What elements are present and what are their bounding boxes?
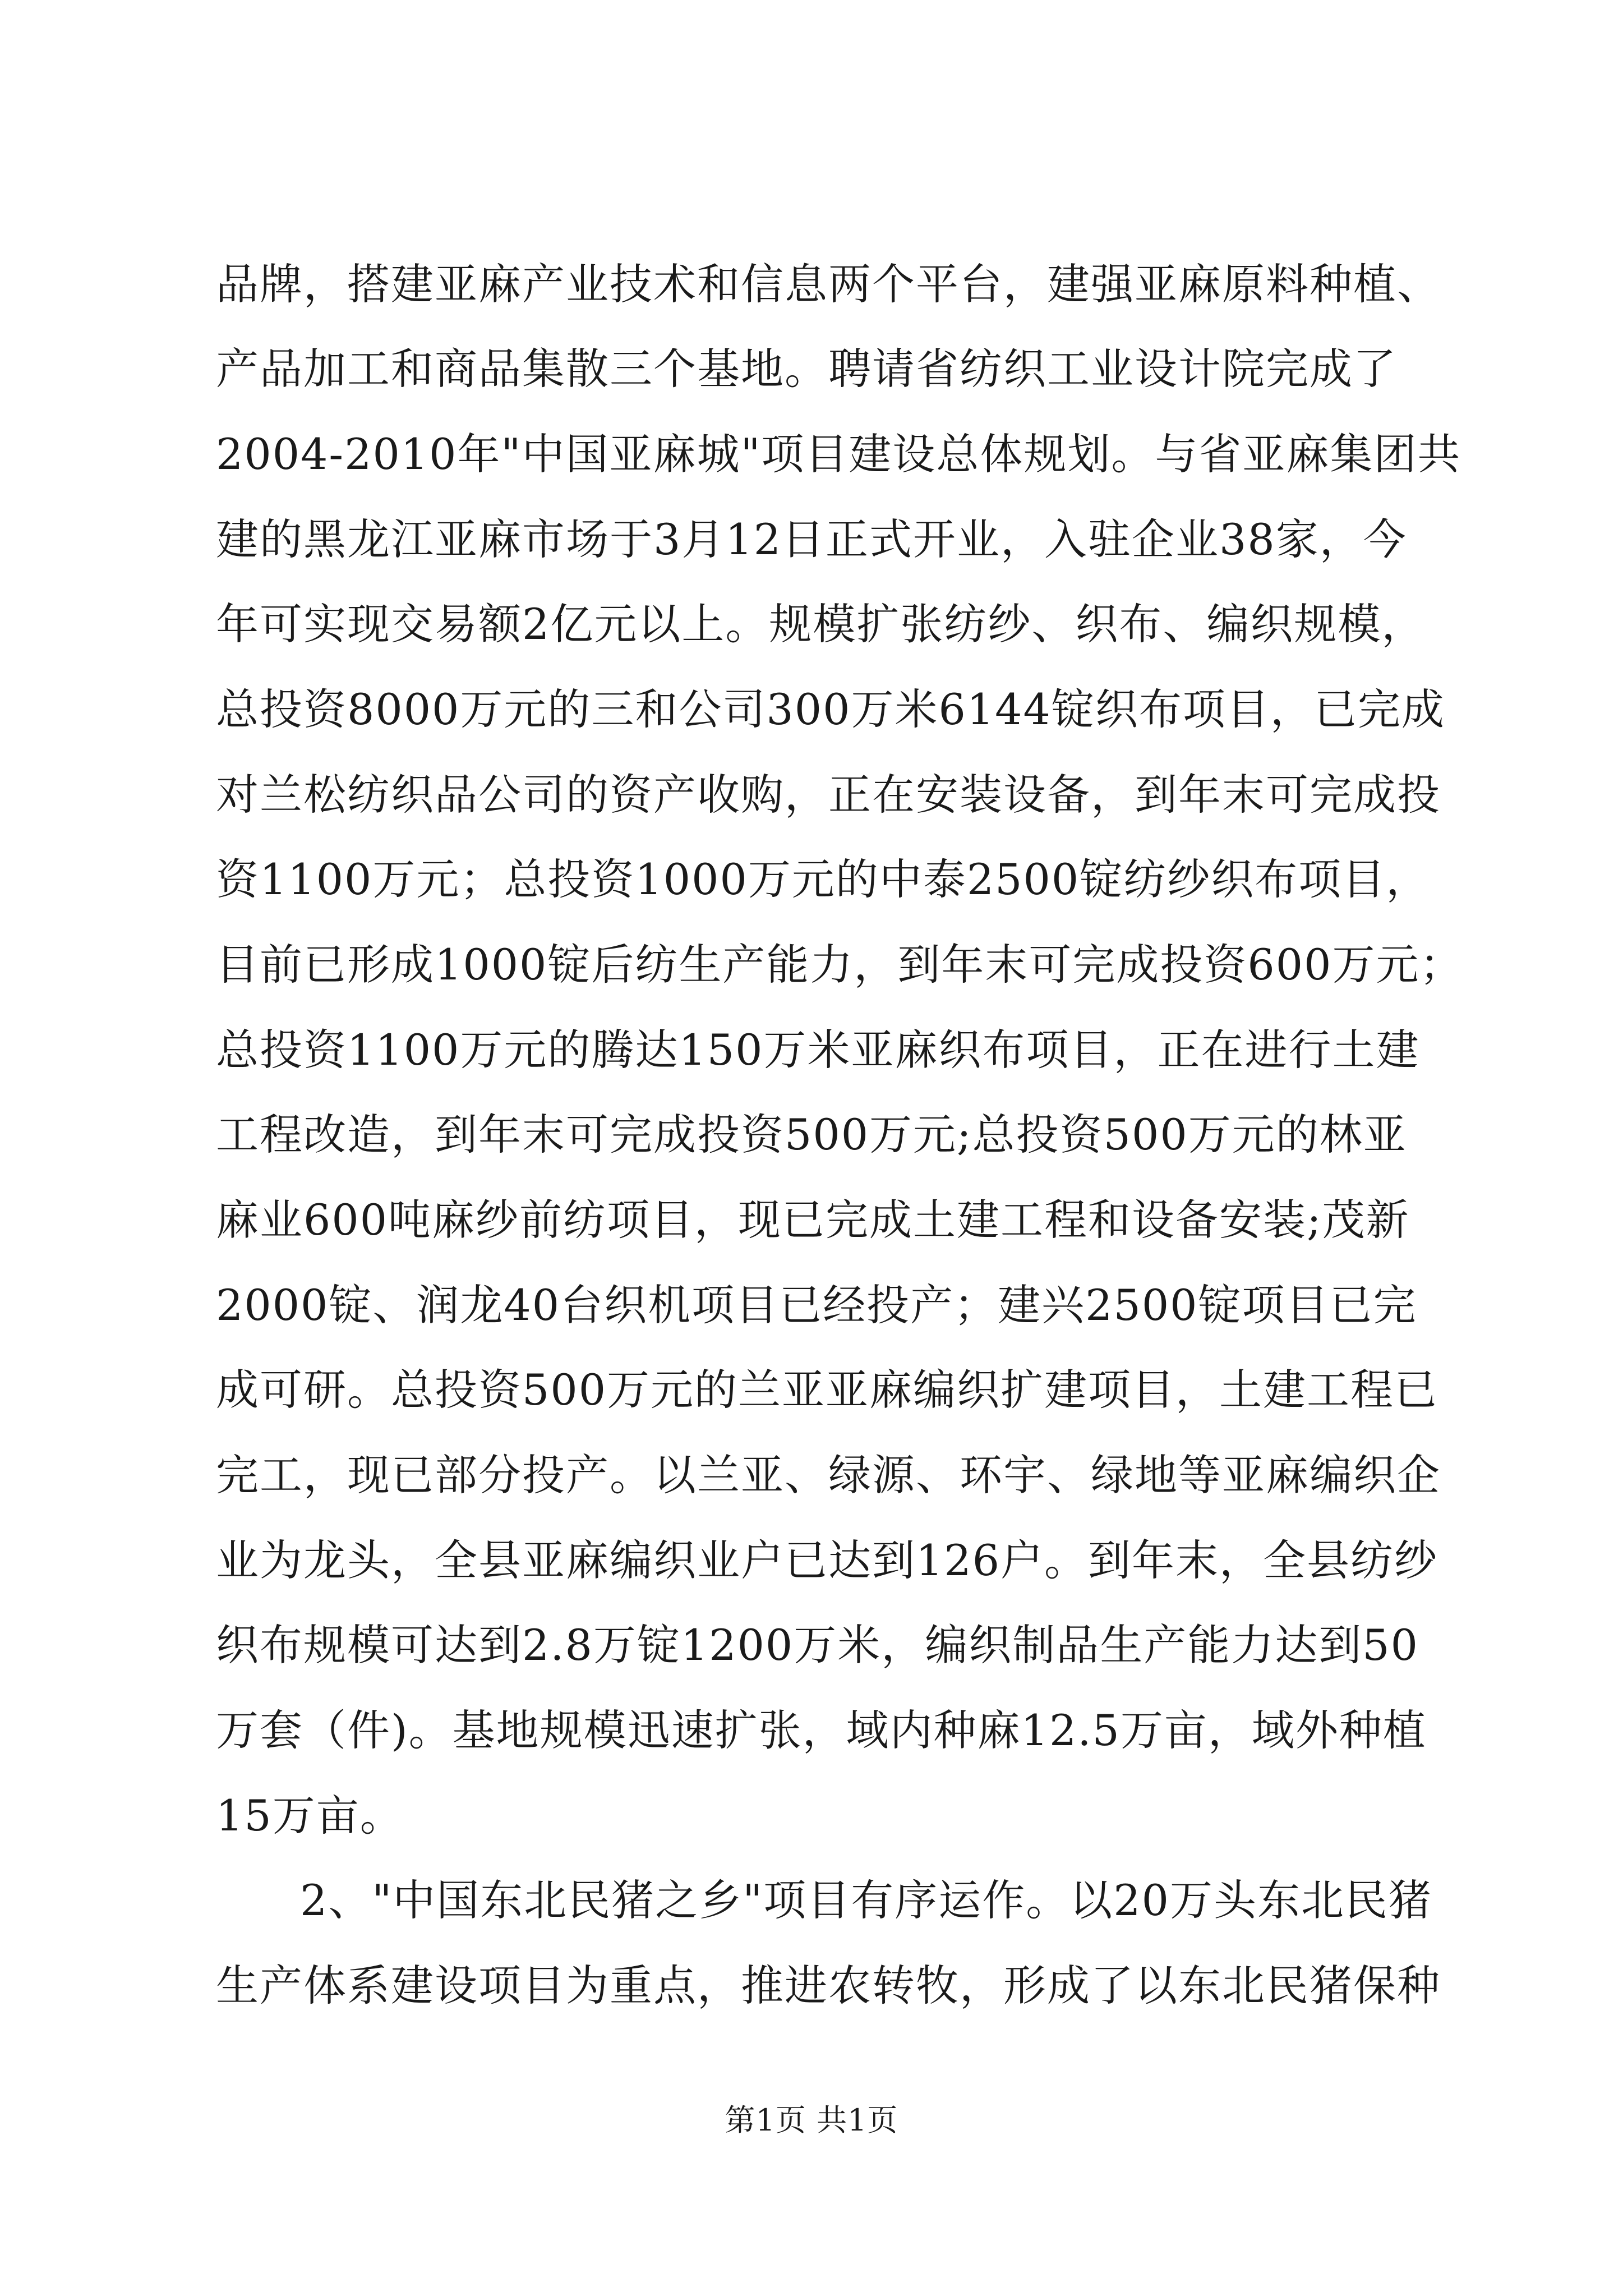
page-footer: [0, 2098, 1623, 2143]
text-line: 2004-2010年"中国亚麻城"项目建设总体规划。与省亚麻集团共: [216, 429, 1461, 479]
text-line: 完工，现已部分投产。以兰亚、绿源、环宇、绿地等亚麻编织企: [216, 1450, 1441, 1500]
text-line: 目前已形成1000锭后纺生产能力，到年末可完成投资600万元；: [216, 940, 1464, 990]
text-line: 产品加工和商品集散三个基地。聘请省纺织工业设计院完成了: [216, 344, 1397, 394]
text-line: 年可实现交易额2亿元以上。规模扩张纺纱、织布、编织规模，: [216, 599, 1426, 649]
page-number: 第1页 共1页: [725, 2102, 898, 2138]
text-line: 工程改造，到年末可完成投资500万元;总投资500万元的林亚: [216, 1110, 1407, 1159]
text-line: 生产体系建设项目为重点，推进农转牧，形成了以东北民猪保种: [216, 1961, 1441, 2010]
text-line: 总投资8000万元的三和公司300万米6144锭织布项目，已完成: [216, 684, 1445, 734]
text-line: 成可研。总投资500万元的兰亚亚麻编织扩建项目，土建工程已: [216, 1365, 1438, 1415]
text-line: 麻业600吨麻纱前纺项目，现已完成土建工程和设备安装;茂新: [216, 1195, 1410, 1245]
text-line: 建的黑龙江亚麻市场于3月12日正式开业，入驻企业38家，今: [216, 514, 1407, 564]
paragraph-first-line: 2、"中国东北民猪之乡"项目有序运作。以20万头东北民猪: [300, 1875, 1432, 1925]
text-line: 15万亩。: [216, 1791, 404, 1841]
text-line: 业为龙头，全县亚麻编织业户已达到126户。到年末，全县纺纱: [216, 1535, 1438, 1585]
text-line: 2000锭、润龙40台织机项目已经投产；建兴2500锭项目已完: [216, 1280, 1417, 1330]
text-line: 对兰松纺织品公司的资产收购，正在安装设备，到年末可完成投: [216, 770, 1441, 820]
text-line: 织布规模可达到2.8万锭1200万米，编织制品生产能力达到50: [216, 1620, 1419, 1670]
text-line: 品牌，搭建亚麻产业技术和信息两个平台，建强亚麻原料种植、: [216, 259, 1441, 309]
text-line: 总投资1100万元的腾达150万米亚麻织布项目，正在进行土建: [216, 1025, 1420, 1075]
text-line: 万套（件)。基地规模迅速扩张，域内种麻12.5万亩，域外种植: [216, 1705, 1427, 1755]
text-line: 资1100万元；总投资1000万元的中泰2500锭纺纱织布项目，: [216, 854, 1430, 904]
